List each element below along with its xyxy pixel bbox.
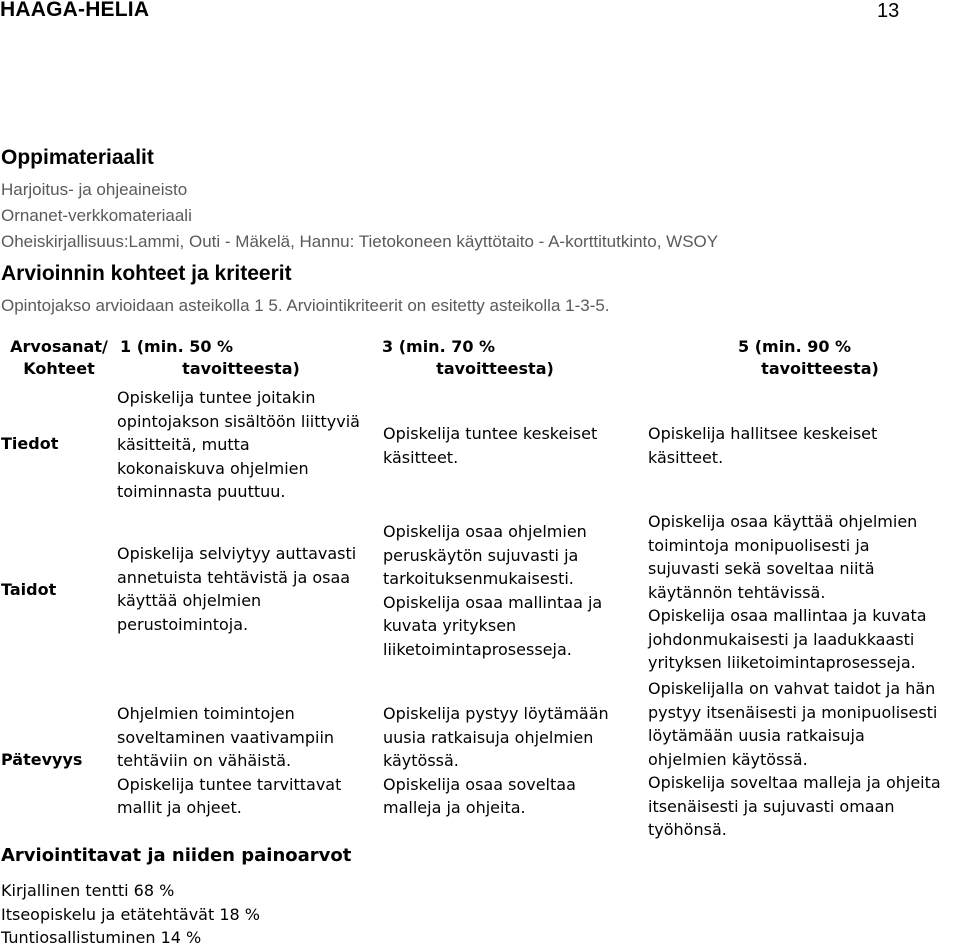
grade-3-header: 3 (min. 70 % tavoitteesta) bbox=[382, 337, 554, 378]
cell-taidot-grade1: Opiskelija selviytyy auttavasti annetuista tehtävistä ja osaa käyttää ohjelmien perustoimintoja. bbox=[117, 544, 357, 634]
cell-patevyys-grade3: Opiskelija pystyy löytämään uusia ratkaisuja ohjelmien käytössä. Opiskelija osaa soveltaa malleja ja ohjeita. bbox=[383, 704, 609, 817]
row-label-patevyys: Pätevyys bbox=[1, 750, 83, 769]
criteria-heading: Arvioinnin kohteet ja kriteerit bbox=[1, 262, 292, 285]
cell-tiedot-grade1: Opiskelija tuntee joitakin opintojakson sisältöön liittyviä käsitteitä, mutta kokonaiskuva ohjelmien toiminnasta puuttuu. bbox=[117, 388, 360, 501]
brand-logo-text: HAAGA-HELIA bbox=[0, 0, 150, 21]
methods-item: Kirjallinen tentti 68 % bbox=[1, 881, 175, 900]
row-label-taidot: Taidot bbox=[1, 580, 57, 599]
cell-patevyys-grade5: Opiskelijalla on vahvat taidot ja hän pystyy itsenäisesti ja monipuolisesti löytämään uusia ratkaisuja ohjelmien käytössä. Opiskelija soveltaa malleja ja ohjeita itsenäisesti ja sujuvasti omaan työhönsä. bbox=[648, 679, 941, 839]
criteria-intro: Opintojakso arvioidaan asteikolla 1 5. Arviointikriteerit on esitetty asteikolla 1-3-5. bbox=[1, 296, 610, 315]
materials-item: Oheiskirjallisuus:Lammi, Outi - Mäkelä, Hannu: Tietokoneen käyttötaito - A-korttitutkinto, WSOY bbox=[1, 232, 719, 251]
grade-1-header: 1 (min. 50 % tavoitteesta) bbox=[120, 337, 300, 378]
page-number: 13 bbox=[877, 0, 900, 22]
methods-heading: Arviointitavat ja niiden painoarvot bbox=[1, 845, 352, 866]
materials-heading: Oppimateriaalit bbox=[1, 146, 154, 169]
cell-patevyys-grade1: Ohjelmien toimintojen soveltaminen vaativampiin tehtäviin on vähäistä. Opiskelija tuntee tarvittavat mallit ja ohjeet. bbox=[117, 704, 342, 817]
grade-5-header: 5 (min. 90 % tavoitteesta) bbox=[738, 337, 879, 378]
table-corner-header: Arvosanat/ Kohteet bbox=[10, 337, 108, 378]
methods-item: Tuntiosallistuminen 14 % bbox=[1, 928, 202, 947]
row-label-tiedot: Tiedot bbox=[1, 434, 59, 453]
cell-tiedot-grade3: Opiskelija tuntee keskeiset käsitteet. bbox=[383, 424, 598, 467]
cell-taidot-grade3: Opiskelija osaa ohjelmien peruskäytön sujuvasti ja tarkoituksenmukaisesti. Opiskelija osaa mallintaa ja kuvata yrityksen liiketoimintaprosesseja. bbox=[383, 522, 603, 659]
cell-taidot-grade5: Opiskelija osaa käyttää ohjelmien toimintoja monipuolisesti ja sujuvasti sekä soveltaa niitä käytännön tehtävissä. Opiskelija osaa mallintaa ja kuvata johdonmukaisesti ja laadukkaasti yrityksen liiketoimintaprosesseja. bbox=[648, 512, 927, 672]
materials-item: Ornanet-verkkomateriaali bbox=[1, 206, 192, 225]
methods-item: Itseopiskelu ja etätehtävät 18 % bbox=[1, 905, 260, 924]
cell-tiedot-grade5: Opiskelija hallitsee keskeiset käsitteet. bbox=[648, 424, 878, 467]
materials-item: Harjoitus- ja ohjeaineisto bbox=[1, 180, 188, 199]
